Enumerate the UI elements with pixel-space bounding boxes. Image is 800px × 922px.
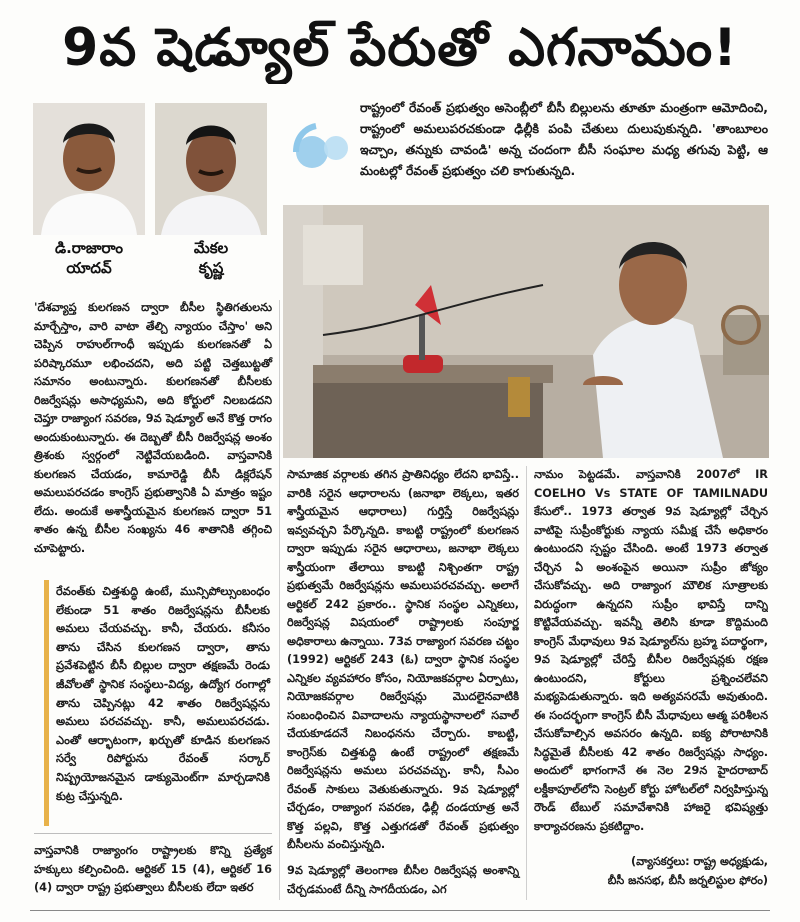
- highlight-bar: [44, 580, 49, 826]
- author-photo-rajaram: [33, 103, 145, 235]
- author-byline: [600, 852, 768, 890]
- paragraph: 'దేశవ్యాప్త కులగణన ద్వారా బీసీల స్థితిగతులను మార్చేస్తాం, వారి వాటా తేల్చి న్యాయం చేస్తాం' అని చెప్పిన రాహుల్‌గాంధీ ఇప్పుడు కులగణనతో ఏ పరిష్కారమూ లభించదని, అది పట్టి చెత్తబుట్టతో సమానం అంటున్నారు. కులగణనతో బీసీలకు రిజర్వేషన్లు అసాధ్యమని, అది కోర్టులో నిలబడదని చెప్తూ రాజ్యాంగ సవరణ, 9వ షెడ్యూల్ అనే కొత్త రాగం అందుకుంటున్నారు. ఈ దెబ్బతో బీసీ రిజర్వేషన్ల అంశం త్రిశంకు స్వర్గంలో నెట్టివేయబడింది. వాస్తవానికి కులగణన చేయడం, కామారెడ్డి బీసీ డిక్లరేషన్ అమలుపరచడం కాంగ్రెస్ ప్రభుత్వానికి ఏ మాత్రం ఇష్టం లేదు. అందుకే అశాస్త్రీయమైన కులగణన ద్వారా 51 శాతం ఉన్న బీసీల సంఖ్యను 46 శాతానికి తగ్గించి చూపెట్టారు.: [34, 301, 272, 555]
- byline-line1: (వ్యాసకర్తలు: రాష్ట్ర అధ్యక్షుడు,: [630, 855, 768, 868]
- divider: [34, 833, 272, 834]
- intro-paragraph: రాష్ట్రంలో రేవంత్ ప్రభుత్వం అసెంబ్లీలో బీసీ బిల్లులను తూతూ మంత్రంగా ఆమోదించి, రాష్ట్రంలో అమలుపరచకుండా ఢిల్లీకి పంపి చేతులు దులుపుకున్నది. 'తాంబూలం ఇచ్చాం, తన్నుకు చావండి' అన్న చందంగా బీసీ సంఘాల మధ్య తగువు పెట్టి, ఆ మంటల్లో రేవంత్ ప్రభుత్వం చలి కాగుతున్నది.: [360, 100, 768, 178]
- column-divider: [279, 300, 280, 900]
- author-name-line2: యాదవ్: [66, 259, 112, 277]
- main-photo: [283, 205, 769, 458]
- headline: 9వ షెడ్యూల్ పేరుతో ఎగనామం!: [62, 18, 738, 78]
- column-3: నామం పెట్టడమే. వాస్తవానికి 2007లో IR COELHO Vs STATE OF TAMILNADU కేసులో.. 1973 తర్వాత 9వ షెడ్యూల్లో చేర్చిన వాటిపై సుప్రీంకోర్టుకు న్యాయ సమీక్ష చేసే అధికారం ఉంటుందని స్పష్టం చేసింది. అంటే 1973 తర్వాత చేర్చిన ఏ అంశంపైన అయినా సుప్రీం జోక్యం చేసుకోవచ్చు. అది రాజ్యాంగ మౌలిక సూత్రాలకు విరుద్ధంగా ఉన్నదని సుప్రీం భావిస్తే దాన్ని కొట్టివేయవచ్చు. ఇవన్నీ తెలిసి కూడా కొద్దిమంది కాంగ్రెస్ మేధావులు 9వ షెడ్యూల్‌ను బ్రహ్మ పదార్థంగా, 9వ షెడ్యూల్లో చేరిస్తే బీసీల రిజర్వేషన్లకు రక్షణ ఉంటుందని, కోర్టులు ప్రశ్నించలేవని మభ్యపెడుతున్నారు. ఇది అత్యవసరమే అవుతుంది. ఈ సందర్భంగా కాంగ్రెస్ బీసీ మేధావులు ఆత్మ పరిశీలన చేసుకోవాల్సిన అవసరం ఉన్నది. ఐక్య పోరాటానికి సిద్ధమైతే బీసీలకు 42 శాతం రిజర్వేషన్లు సాధ్యం. అందులో భాగంగానే ఈ నెల 29న హైదరాబాద్ లక్డీకాపూల్‌లోని సెంట్రల్ కోర్టు హోటల్‌లో నిర్వహిస్తున్న రౌండ్ టేబుల్ సమావేశానికి హాజరై భవిష్యత్తు కార్యాచరణను ప్రకటిద్దాం.: [534, 468, 768, 833]
- column-divider: [526, 466, 527, 900]
- highlight-text: రేవంత్‌కు చిత్తశుద్ధి ఉంటే, మున్సిపోల్సుంబంధం లేకుండా 51 శాతం రిజర్వేషన్లను బీసీలకు అమలు చేయవచ్చు. కానీ, చేయరు. కనీసం తాను చేసిన కులగణన ద్వారా, తాను ప్రవేశపెట్టిన బీసీ బిల్లుల ద్వారా తక్షణమే రెండు జీవోలతో స్థానిక సంస్థలు-విద్య, ఉద్యోగ రంగాల్లో తాను చెప్పినట్లు 42 శాతం రిజర్వేషన్లను అమలు పరచవచ్చు. కానీ, అమలుపరచడు. ఎంతో ఆర్భాటంగా, ఖర్చుతో కూడిన కులగణన సర్వే రిపోర్టును రేవంత్ సర్కార్ నిష్ప్రయోజనమైన డాక్యుమెంట్‌గా మార్చడానికి కుట్ర చేస్తున్నది.: [56, 584, 270, 803]
- author-name-line2: కృష్ణ: [198, 259, 224, 277]
- column-2: సామాజిక వర్గాలకు తగిన ప్రాతినిధ్యం లేదని భావిస్తే.. వారికి సరైన ఆధారాలను (జనాభా లెక్కలు, ఇతర శాస్త్రీయమైన ఆధారాలు) గుర్తిస్తే రిజర్వేషన్లు ఇవ్వవచ్చని పేర్కొన్నది. కాబట్టి రాష్ట్రంలో కులగణన ద్వారా ఇప్పుడు సరైన ఆధారాలు, జనాభా లెక్కలు శాస్త్రీయంగా తేలాయి కాబట్టి నిశ్చింతగా రాష్ట్ర ప్రభుత్వమే రిజర్వేషన్లను అమలుపరచవచ్చు. అలాగే ఆర్టికల్ 242 ప్రకారం.. స్థానిక సంస్థల ఎన్నికలు, రిజర్వేషన్ల విషయంలో రాష్ట్రాలకు సంపూర్ణ అధికారాలు ఉన్నాయి. 73వ రాజ్యాంగ సవరణ చట్టం (1992) ఆర్టికల్ 243 (ఓ) ద్వారా స్థానిక సంస్థల ఎన్నికల వ్యవహారం కోసం, నియోజకవర్గాల ఏర్పాటు, నియోజకవర్గాల రిజర్వేషన్లు మొదలైనవాటికి సంబంధించిన వివాదాలను న్యాయస్థానాలలో సవాల్ చేయకూడదనే నిబంధనను చేర్చారు. కాబట్టి, కాంగ్రెస్‌కు చిత్తశుద్ధి ఉంటే రాష్ట్రంలో తక్షణమే రిజర్వేషన్లను అమలు పరచవచ్చు. కానీ, సీఎం రేవంత్ సాకులు వెతుకుతున్నారు. 9వ షెడ్యూల్లో చేర్చడం, రాజ్యాంగ సవరణ, ఢిల్లీ దండయాత్ర అనే కొత్త పల్లవి, కొత్త ఎత్తుగడతో రేవంత్ ప్రభుత్వం బీసీలను వంచిస్తున్నది.: [287, 468, 519, 851]
- author-name-line1: డి.రాజారాం: [54, 239, 124, 257]
- quote-icon: [290, 118, 354, 182]
- column-1-bottom: వాస్తవానికి రాజ్యాంగం రాష్ట్రాలకు కొన్ని ప్రత్యేక హక్కులు కల్పించింది. ఆర్టికల్ 15 (4), ఆర్టికల్ 16 (4) ద్వారా రాష్ట్ర ప్రభుత్వాలు బీసీలకు లేదా ఇతర: [34, 844, 272, 894]
- author-caption-rajaram: [33, 238, 145, 278]
- bottom-rule: [30, 910, 770, 911]
- author-photo-krishna: [155, 103, 267, 235]
- author-caption-krishna: [155, 238, 267, 278]
- column-1: [34, 299, 272, 566]
- author-name-line1: మేకల: [193, 239, 229, 257]
- byline-line2: బీసీ జనసభ, బీసీ జర్నలిస్టుల ఫోరం): [607, 874, 768, 887]
- column-2-bottom: 9వ షెడ్యూల్లో తెలంగాణ బీసీల రిజర్వేషన్ల అంశాన్ని చేర్చడమంటే దీన్ని సాగదీయడం, ఎగ: [287, 864, 519, 896]
- highlight-box: [44, 580, 270, 826]
